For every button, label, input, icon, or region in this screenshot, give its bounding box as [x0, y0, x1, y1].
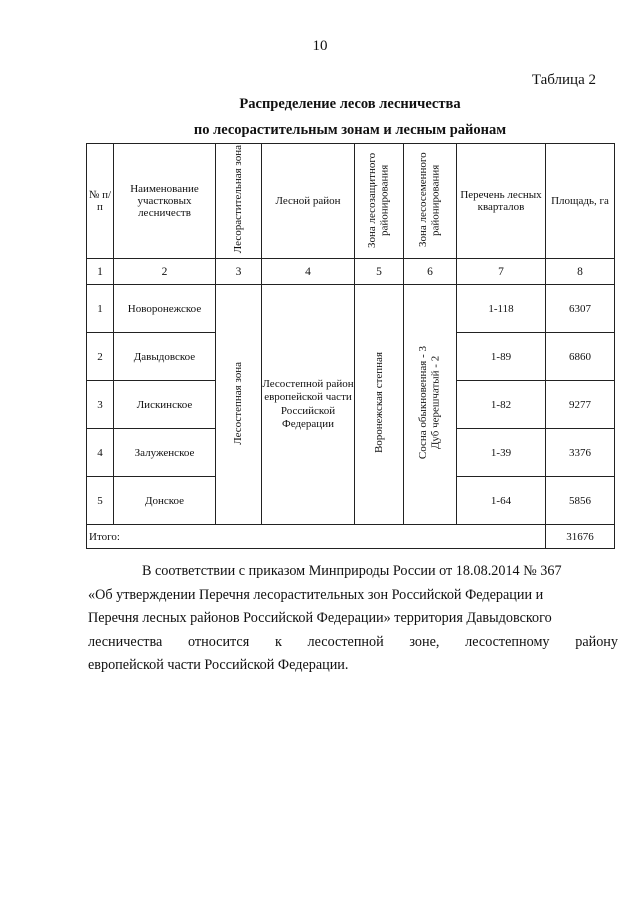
header-area: Площадь, га	[546, 144, 615, 259]
column-number: 8	[546, 259, 615, 285]
row-area: 3376	[546, 429, 615, 477]
row-num: 2	[87, 333, 114, 381]
row-area: 6860	[546, 333, 615, 381]
merged-seed-cell	[404, 285, 457, 525]
header-seed	[404, 144, 457, 259]
row-num: 4	[87, 429, 114, 477]
header-protective-text: Зона лесозащитного районирования	[366, 151, 391, 248]
row-name: Донское	[114, 477, 216, 525]
seed-pine: Сосна обыкновенная - 3	[417, 346, 430, 460]
paragraph-line: Перечня лесных районов Российской Федерации» территория Давыдовского	[88, 610, 552, 626]
merged-region-cell: Лесостепной район европейской части Российской Федерации	[262, 285, 355, 525]
merged-seed-text	[417, 346, 442, 459]
row-num: 1	[87, 285, 114, 333]
row-num: 3	[87, 381, 114, 429]
row-area: 9277	[546, 381, 615, 429]
row-area: 6307	[546, 285, 615, 333]
row-name: Лискинское	[114, 381, 216, 429]
merged-protective-cell	[355, 285, 404, 525]
merged-zone-cell	[216, 285, 262, 525]
table-title-line-1: Распределение лесов лесничества	[239, 96, 461, 112]
row-quarters: 1-64	[457, 477, 546, 525]
paragraph-line: лесничества относится к лесостепной зоне, лесостепному району	[88, 633, 618, 650]
table-caption: Таблица 2	[531, 72, 596, 88]
header-num: № п/п	[87, 144, 114, 259]
header-protective	[355, 144, 404, 259]
paragraph-line: европейской части Российской Федерации.	[88, 657, 349, 673]
column-number: 5	[355, 259, 404, 285]
column-number: 2	[114, 259, 216, 285]
merged-zone-text: Лесостепная зона	[232, 361, 245, 445]
row-name: Залуженское	[114, 429, 216, 477]
row-quarters: 1-118	[457, 285, 546, 333]
column-number: 6	[404, 259, 457, 285]
table-title-line-2: по лесорастительным зонам и лесным районам	[193, 122, 507, 138]
page-number: 10	[312, 38, 328, 54]
header-zone-text: Лесорастительная зона	[232, 145, 245, 254]
row-num: 5	[87, 477, 114, 525]
header-region: Лесной район	[262, 144, 355, 259]
header-quarters: Перечень лесных кварталов	[457, 144, 546, 259]
column-number-row	[87, 259, 615, 285]
merged-protective-text: Воронежская степная	[372, 352, 385, 454]
row-quarters: 1-89	[457, 333, 546, 381]
header-zone	[216, 144, 262, 259]
header-name: Наименование участковых лесничеств	[114, 144, 216, 259]
total-value: 31676	[546, 525, 615, 549]
row-area: 5856	[546, 477, 615, 525]
header-row	[87, 144, 615, 259]
column-number: 7	[457, 259, 546, 285]
column-number: 3	[216, 259, 262, 285]
row-quarters: 1-39	[457, 429, 546, 477]
header-seed-text: Зона лесосеменного районирования	[417, 152, 442, 247]
row-quarters: 1-82	[457, 381, 546, 429]
total-row	[87, 525, 615, 549]
forest-distribution-table	[86, 143, 615, 549]
column-number: 1	[87, 259, 114, 285]
column-number: 4	[262, 259, 355, 285]
seed-oak: Дуб черешчатый - 2	[430, 356, 442, 450]
total-label: Итого:	[87, 525, 546, 549]
table-row	[87, 285, 615, 333]
paragraph-line: «Об утверждении Перечня лесорастительных зон Российской Федерации и	[88, 586, 544, 603]
row-name: Давыдовское	[114, 333, 216, 381]
row-name: Новоронежское	[114, 285, 216, 333]
paragraph-line: В соответствии с приказом Минприроды России от 18.08.2014 № 367	[142, 563, 562, 579]
body-paragraph	[88, 560, 618, 678]
